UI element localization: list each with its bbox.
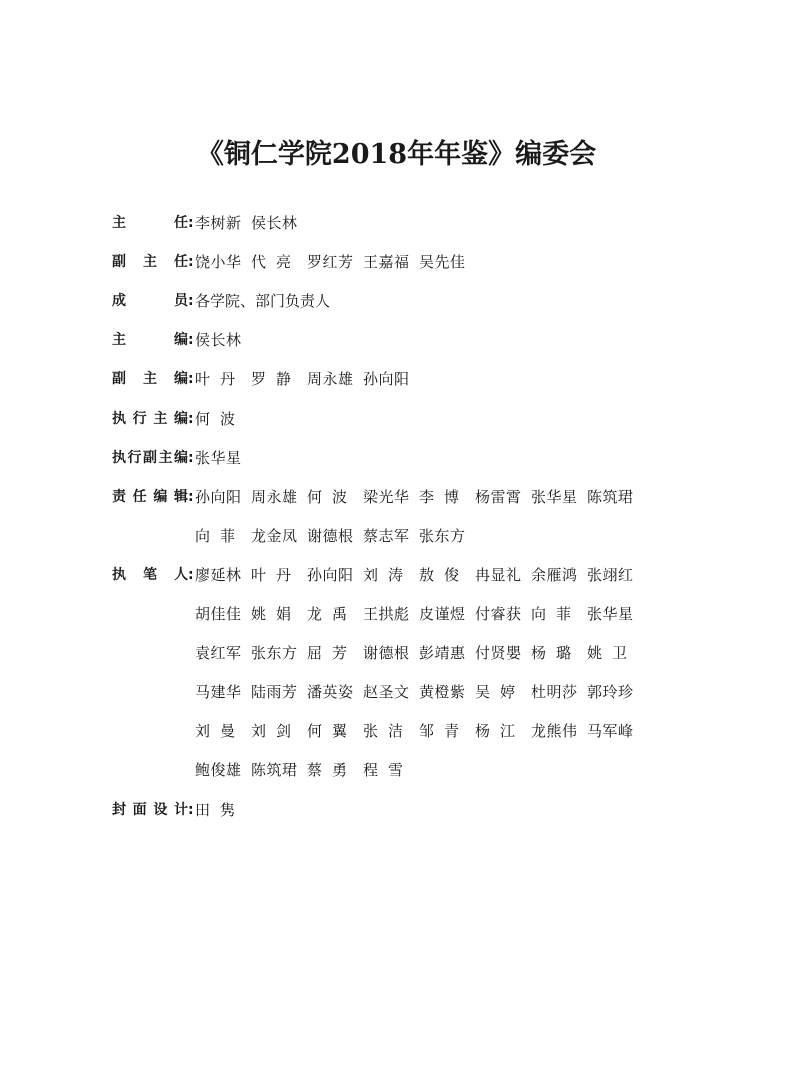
member-name: 陈筑珺 <box>251 761 297 779</box>
member-name: 田隽 <box>195 801 235 819</box>
member-names <box>195 758 655 782</box>
member-name: 向菲 <box>531 605 571 623</box>
member-names <box>195 446 655 470</box>
member-name: 叶丹 <box>195 370 235 388</box>
member-names <box>195 602 655 626</box>
member-name: 张翊红 <box>587 566 633 584</box>
member-names <box>195 407 655 431</box>
member-name: 谢德根 <box>363 644 409 662</box>
member-name: 陆雨芳 <box>251 683 297 701</box>
role-label <box>112 524 188 548</box>
role-label <box>112 719 188 743</box>
role-label: 成员 <box>112 293 188 309</box>
member-name: 马建华 <box>195 683 241 701</box>
member-name: 罗静 <box>251 370 291 388</box>
role-label: 执笔人 <box>112 567 188 583</box>
member-name: 何波 <box>195 410 235 428</box>
member-text: 各学院、部门负责人 <box>195 292 331 310</box>
role-colon: : <box>188 254 194 270</box>
member-name: 程雪 <box>363 761 403 779</box>
member-name: 孙向阳 <box>307 566 353 584</box>
role-label: 主任 <box>112 215 188 231</box>
member-name: 廖延林 <box>195 566 241 584</box>
member-name: 张洁 <box>363 722 403 740</box>
role-colon: : <box>188 411 194 427</box>
member-names <box>195 680 655 704</box>
role-label: 副主任 <box>112 254 188 270</box>
member-name: 张华星 <box>587 605 633 623</box>
member-name: 付睿获 <box>475 605 521 623</box>
member-name: 冉显礼 <box>475 566 521 584</box>
member-name: 刘剑 <box>251 722 291 740</box>
role-colon: : <box>188 332 194 348</box>
member-name: 杨雷霄 <box>475 488 521 506</box>
member-name: 蔡勇 <box>307 761 347 779</box>
member-names <box>195 485 655 509</box>
member-name: 向菲 <box>195 527 235 545</box>
role-label: 副主编 <box>112 371 188 387</box>
member-name: 罗红芳 <box>307 253 353 271</box>
member-name: 叶丹 <box>251 566 291 584</box>
member-name: 张东方 <box>419 527 465 545</box>
member-name: 潘英姿 <box>307 683 353 701</box>
member-name: 刘涛 <box>363 566 403 584</box>
member-names <box>195 524 655 548</box>
member-name: 张东方 <box>251 644 297 662</box>
member-name: 梁光华 <box>363 488 409 506</box>
member-name: 龙禹 <box>307 605 347 623</box>
member-name: 孙向阳 <box>363 370 409 388</box>
role-colon: : <box>188 567 194 583</box>
member-name: 周永雄 <box>307 370 353 388</box>
member-name: 何翼 <box>307 722 347 740</box>
member-names <box>195 367 655 391</box>
member-name: 邹青 <box>419 722 459 740</box>
member-name: 孙向阳 <box>195 488 241 506</box>
member-name: 鲍俊雄 <box>195 761 241 779</box>
role-colon: : <box>188 215 194 231</box>
member-name: 郭玲珍 <box>587 683 633 701</box>
member-name: 胡佳佳 <box>195 605 241 623</box>
role-label <box>112 641 188 665</box>
member-name: 侯长林 <box>251 214 297 232</box>
member-name: 陈筑珺 <box>587 488 633 506</box>
member-name: 彭靖惠 <box>419 644 465 662</box>
member-names <box>195 328 655 352</box>
member-name: 吴婷 <box>475 683 515 701</box>
member-names <box>195 798 655 822</box>
member-name: 龙金凤 <box>251 527 297 545</box>
member-name: 李博 <box>419 488 459 506</box>
member-names <box>195 211 655 235</box>
member-name: 姚娟 <box>251 605 291 623</box>
member-names <box>195 250 655 274</box>
role-label: 主编 <box>112 332 188 348</box>
role-label <box>112 758 188 782</box>
member-name: 袁红军 <box>195 644 241 662</box>
role-colon: : <box>188 371 194 387</box>
member-name: 张华星 <box>195 449 241 467</box>
member-name: 王嘉福 <box>363 253 409 271</box>
member-name: 皮谨煜 <box>419 605 465 623</box>
member-name: 侯长林 <box>195 331 241 349</box>
member-name: 王拱彪 <box>363 605 409 623</box>
role-colon: : <box>188 450 194 466</box>
role-label <box>112 680 188 704</box>
member-name: 姚卫 <box>587 644 627 662</box>
member-name: 屈芳 <box>307 644 347 662</box>
member-names <box>195 289 655 313</box>
member-name: 饶小华 <box>195 253 241 271</box>
member-name: 谢德根 <box>307 527 353 545</box>
member-name: 付贤嬰 <box>475 644 521 662</box>
role-label: 执行主编 <box>112 411 188 427</box>
member-name: 周永雄 <box>251 488 297 506</box>
member-name: 杨江 <box>475 722 515 740</box>
member-names <box>195 641 655 665</box>
member-names <box>195 563 655 587</box>
member-name: 李树新 <box>195 214 241 232</box>
role-label: 责任编辑 <box>112 489 188 505</box>
member-name: 杨璐 <box>531 644 571 662</box>
member-name: 余雁鸿 <box>531 566 577 584</box>
role-colon: : <box>188 293 194 309</box>
member-name: 吴先佳 <box>419 253 465 271</box>
member-name: 马军峰 <box>587 722 633 740</box>
member-name: 何波 <box>307 488 347 506</box>
member-name: 杜明莎 <box>531 683 577 701</box>
member-name: 代亮 <box>251 253 291 271</box>
member-name: 黄橙紫 <box>419 683 465 701</box>
member-name: 刘曼 <box>195 722 235 740</box>
role-colon: : <box>188 489 194 505</box>
member-name: 张华星 <box>531 488 577 506</box>
member-name: 敖俊 <box>419 566 459 584</box>
role-label: 执行副主编 <box>112 450 188 466</box>
role-label <box>112 602 188 626</box>
member-names <box>195 719 655 743</box>
role-colon: : <box>188 802 194 818</box>
member-name: 赵圣文 <box>363 683 409 701</box>
role-label: 封面设计 <box>112 802 188 818</box>
member-name: 蔡志军 <box>363 527 409 545</box>
page-title: 《铜仁学院2018年年鉴》编委会 <box>196 139 597 170</box>
member-name: 龙熊伟 <box>531 722 577 740</box>
